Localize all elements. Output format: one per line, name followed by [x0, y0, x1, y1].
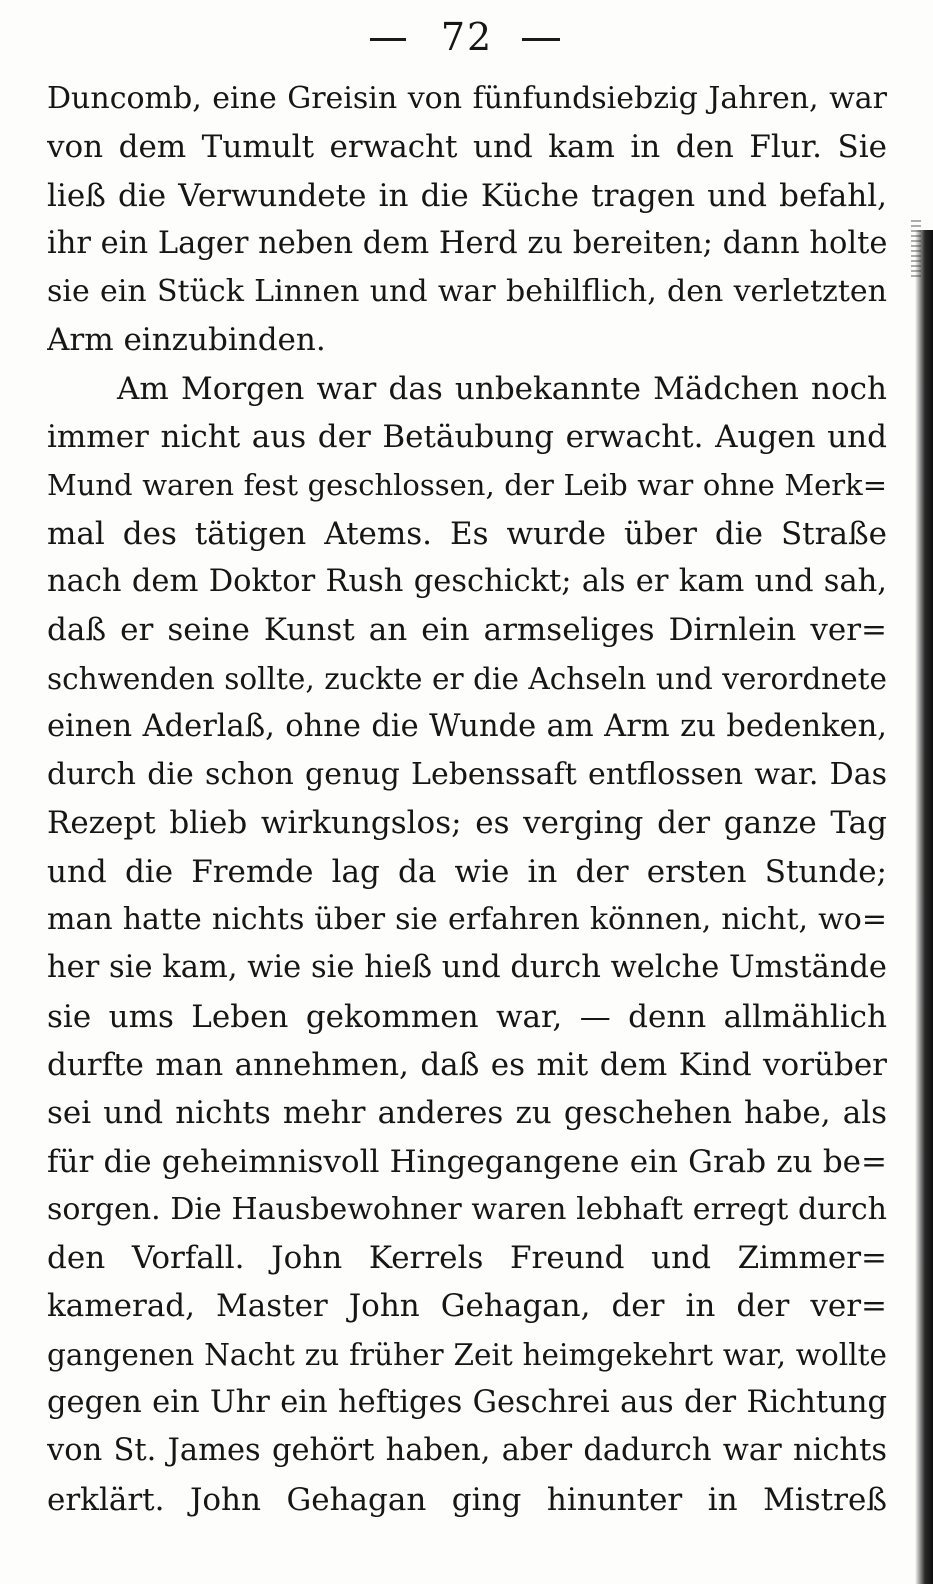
text-line: man hatte nichts über sie erfahren können, nicht, wo= [47, 902, 887, 938]
header-dash-left [370, 38, 406, 41]
text-line: Duncomb, eine Greisin von fünfundsiebzig Jahren, war [47, 81, 887, 116]
text-line: ließ die Verwundete in die Küche tragen und befahl, [47, 177, 887, 214]
text-line: einen Aderlaß, ohne die Wunde am Arm zu bedenken, [47, 708, 887, 744]
text-line: gegen ein Uhr ein heftiges Geschrei aus der Richtung [47, 1385, 887, 1421]
text-line: sie ums Leben gekommen war, — denn allmählich [47, 998, 887, 1035]
text-line: durch die schon genug Lebenssaft entflossen war. Das [47, 757, 887, 793]
text-line: und die Fremde lag da wie in der ersten Stunde; [47, 853, 887, 890]
page-number: 72 [440, 15, 494, 59]
text-line: nach dem Doktor Rush geschickt; als er kam und sah, [47, 563, 887, 599]
text-line: durfte man annehmen, daß es mit dem Kind vorüber [47, 1046, 887, 1083]
text-line: Arm einzubinden. [47, 322, 326, 359]
text-line: ihr ein Lager neben dem Herd zu bereiten; dann holte [47, 225, 887, 261]
body-text [47, 75, 887, 1524]
text-line: Mund waren fest geschlossen, der Leib war ohne Merk= [47, 468, 887, 503]
text-line: mal des tätigen Atems. Es wurde über die Straße [47, 515, 887, 552]
header-dash-right [522, 38, 560, 41]
text-line: Rezept blieb wirkungslos; es verging der ganze Tag [47, 805, 887, 842]
book-spine-shadow [915, 230, 933, 1584]
text-line: kamerad, Master John Gehagan, der in der ver= [47, 1288, 887, 1325]
text-line: sorgen. Die Hausbewohner waren lebhaft erregt durch [47, 1191, 887, 1227]
text-line: von St. James gehört haben, aber dadurch war nichts [47, 1433, 887, 1469]
text-line: den Vorfall. John Kerrels Freund und Zimmer= [47, 1240, 887, 1277]
text-line: erklärt. John Gehagan ging hinunter in Mistreß [47, 1481, 887, 1518]
text-line: sei und nichts mehr anderes zu geschehen habe, als [47, 1095, 887, 1132]
text-line: Am Morgen war das unbekannte Mädchen noch [117, 370, 887, 407]
text-line: gangenen Nacht zu früher Zeit heimgekehrt war, wollte [47, 1337, 887, 1372]
text-line: für die geheimnisvoll Hingegangene ein Grab zu be= [47, 1143, 887, 1180]
text-line: daß er seine Kunst an ein armseliges Dirnlein ver= [47, 612, 887, 649]
text-line: immer nicht aus der Betäubung erwacht. Augen und [47, 419, 887, 456]
text-line: her sie kam, wie sie hieß und durch welche Umstände [47, 950, 887, 986]
page-header [0, 12, 933, 62]
text-line: von dem Tumult erwacht und kam in den Flur. Sie [47, 129, 887, 166]
text-line: sie ein Stück Linnen und war behilflich, den verletzten [47, 274, 887, 310]
text-line: schwenden sollte, zuckte er die Achseln und verordnete [47, 661, 887, 696]
